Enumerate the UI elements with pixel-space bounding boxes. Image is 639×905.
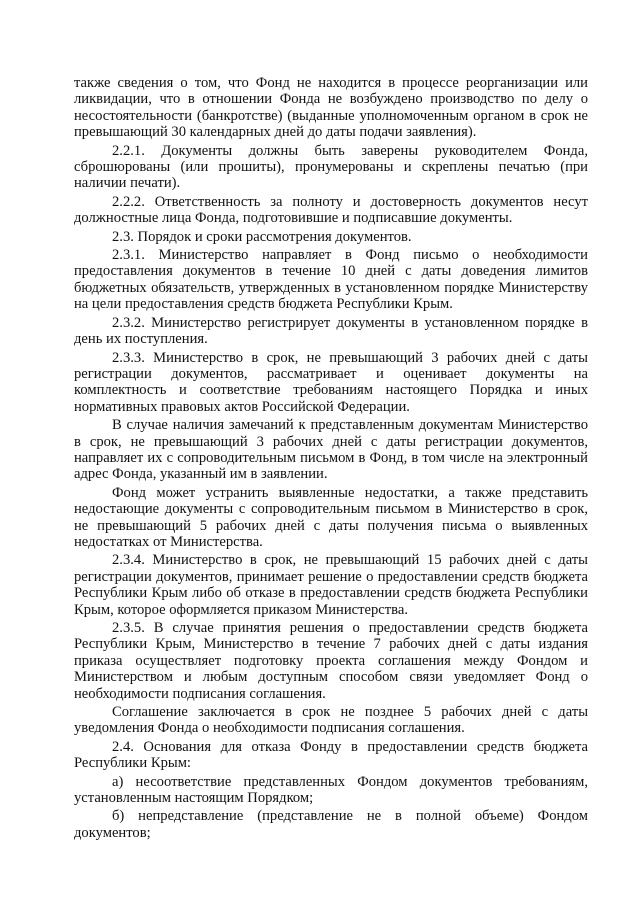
- paragraph-2-3-4: 2.3.4. Министерство в срок, не превышающий 15 рабочих дней с даты регистрации документов, принимает решение о предоставлении средств бюджета Республики Крым либо об отказе в предоставлении средств бюджета Республики Крым, которое оформляется приказом Министерства.: [74, 552, 588, 618]
- paragraph-2-2-1: 2.2.1. Документы должны быть заверены руководителем Фонда, сброшюрованы (или прошиты), пронумерованы и скреплены печатью (при наличии печати).: [74, 142, 588, 192]
- paragraph-item-b: б) непредставление (представление не в полной объеме) Фондом документов;: [74, 808, 588, 841]
- document-body: [74, 75, 588, 843]
- paragraph-2-3-2: 2.3.2. Министерство регистрирует документы в установленном порядке в день их поступления.: [74, 314, 588, 348]
- paragraph-item-a: а) несоответствие представленных Фондом документов требованиям, установленным настоящим Порядком;: [74, 773, 588, 807]
- paragraph-2-3-3: 2.3.3. Министерство в срок, не превышающий 3 рабочих дней с даты регистрации документов, рассматривает и оценивает документы на комплектность и соответствие требованиям настоящего Порядка и иных нормативных правовых актов Российской Федерации.: [74, 349, 588, 415]
- paragraph-2-3-5: 2.3.5. В случае принятия решения о предоставлении средств бюджета Республики Крым, Министерство в течение 7 рабочих дней с даты издания приказа осуществляет подготовку проекта соглашения между Фондом и Министерством и любым доступным способом связи уведомляет Фонд о необходимости подписания соглашения.: [74, 620, 588, 702]
- paragraph-2-3: 2.3. Порядок и сроки рассмотрения документов.: [112, 228, 412, 245]
- paragraph-2-3-1: 2.3.1. Министерство направляет в Фонд письмо о необходимости предоставления документов в течение 10 дней с даты доведения лимитов бюджетных обязательств, утвержденных в установленном порядке Министерству на цели предоставления средств бюджета Республики Крым.: [74, 247, 588, 313]
- paragraph-fund-correction: Фонд может устранить выявленные недостатки, а также представить недостающие документы с сопроводительным письмом в Министерство в срок, не превышающий 5 рабочих дней с даты получения письма о выявленных недостатках от Министерства.: [74, 484, 588, 550]
- paragraph-2-2-2: 2.2.2. Ответственность за полноту и достоверность документов несут должностные лица Фонда, подготовившие и подписавшие документы.: [74, 193, 588, 227]
- paragraph-2-4: 2.4. Основания для отказа Фонду в предоставлении средств бюджета Республики Крым:: [74, 738, 588, 772]
- paragraph-agreement-term: Соглашение заключается в срок не позднее 5 рабочих дней с даты уведомления Фонда о необходимости подписания соглашения.: [74, 704, 588, 737]
- paragraph-continuation-info: также сведения о том, что Фонд не находится в процессе реорганизации или ликвидации, что в отношении Фонда не возбуждено производство по делу о несостоятельности (банкротстве) (выданные уполномоченным органом в срок не превышающий 30 календарных дней до даты подачи заявления).: [74, 75, 588, 141]
- paragraph-remarks: В случае наличия замечаний к представленным документам Министерство в срок, не превышающий 3 рабочих дней с даты регистрации документов, направляет их с сопроводительным письмом в Фонд, в том числе на электронный адрес Фонда, указанный им в заявлении.: [74, 417, 588, 483]
